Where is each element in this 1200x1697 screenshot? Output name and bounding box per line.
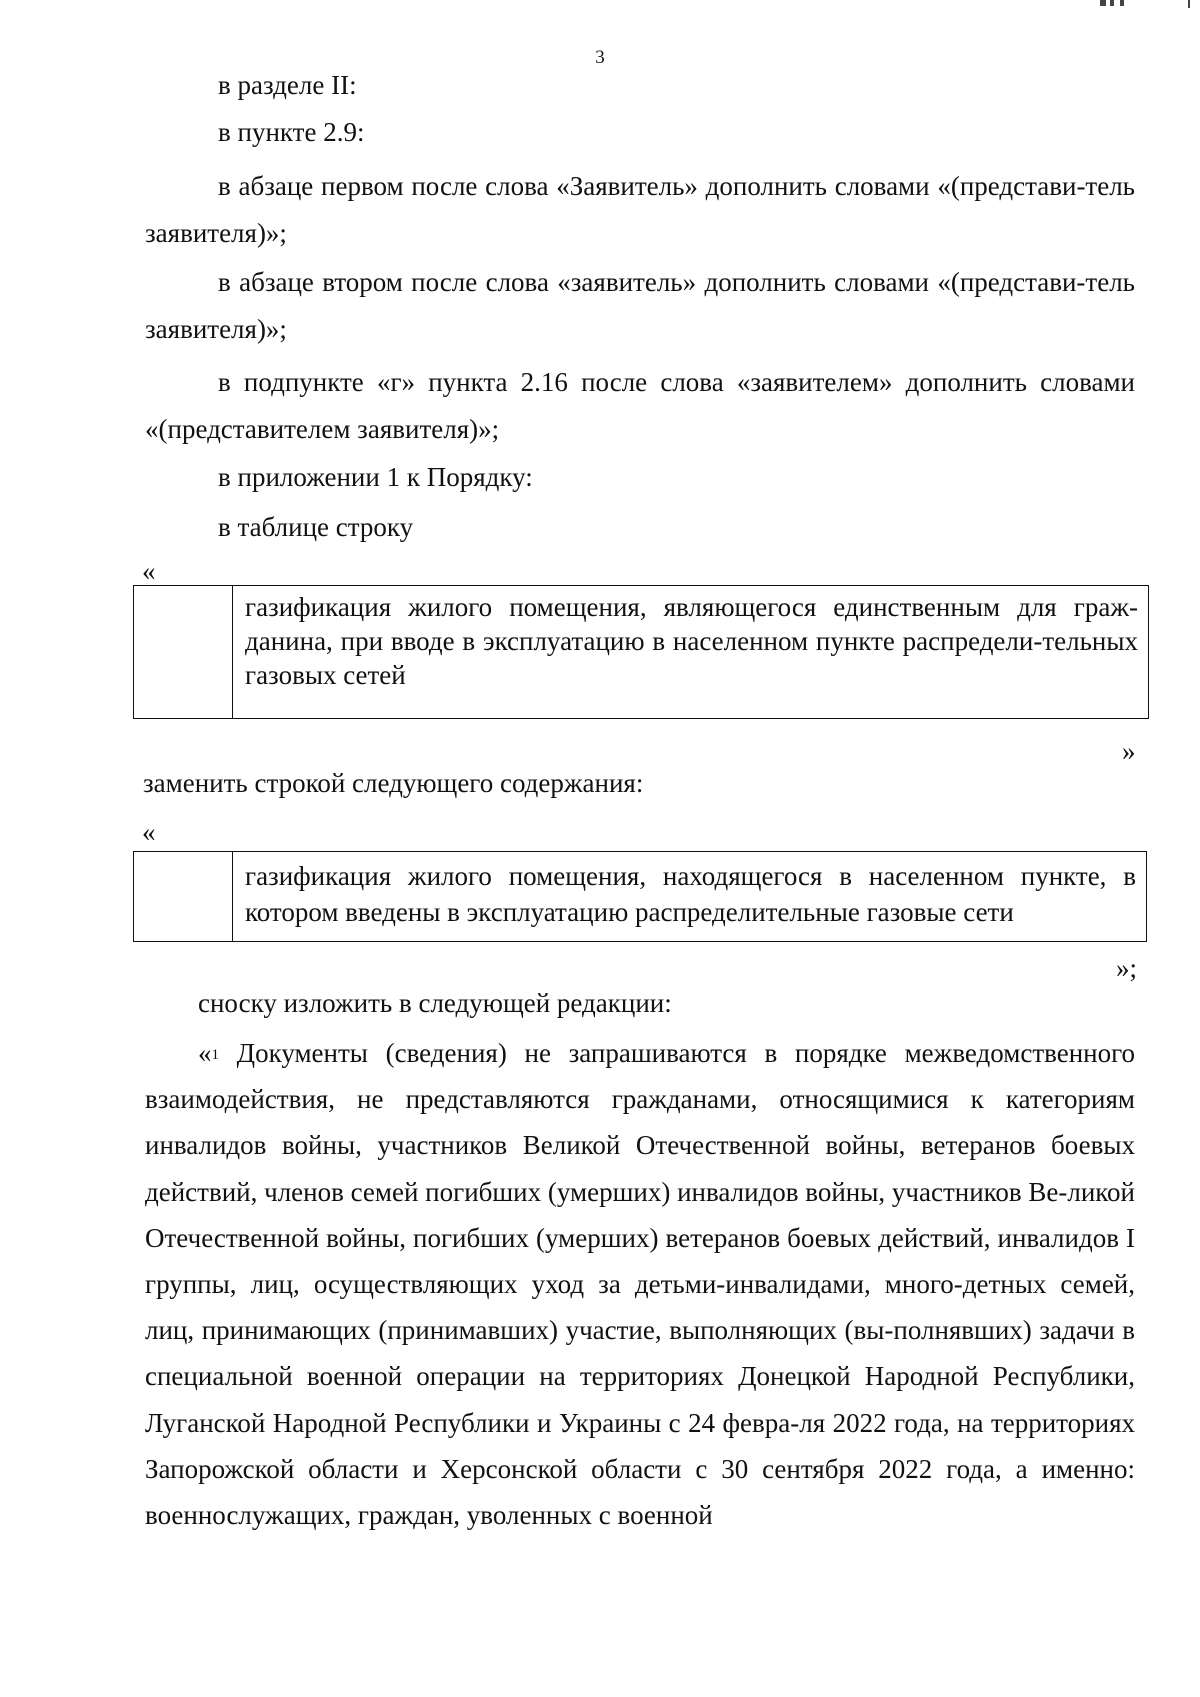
paragraph-table-row: в таблице строку (218, 512, 414, 542)
table-new-row (133, 851, 1147, 942)
paragraph-footnote-intro: сноску изложить в следующей редакции: (198, 988, 672, 1018)
table-old-row (133, 585, 1149, 719)
open-quote-1: « (142, 556, 156, 586)
footnote-body: Документы (сведения) не запрашиваются в порядке межведомственного взаимодействия, не представляются гражданами, относящимися к категориям инвалидов войны, участников Великой Отечественной войны, ветеранов боевых действий, членов семей погибших (умерших) инвалидов войны, участников Ве-ликой Отечественной войны, погибших (умерших) ветеранов боевых действий, инвалидов I группы, лиц, осуществляющих уход за детьми-инвалидами, много-детных семей, лиц, принимающих (принимавших) участие, выполняющих (вы-полнявших) задачи в специальной военной операции на территориях Донецкой Народной Республики, Луганской Народной Республики и Украины с 24 февра-ля 2022 года, на территориях Запорожской области и Херсонской области с 30 сентября 2022 года, а именно: военнослужащих, граждан, уволенных с военной (145, 1038, 1135, 1531)
paragraph-appendix-1: в приложении 1 к Порядку: (218, 462, 533, 492)
paragraph-point-2-9: в пункте 2.9: (218, 117, 365, 147)
paragraph-section-ii: в разделе II: (218, 70, 357, 100)
paragraph-second-abzac: в абзаце втором после слова «заявитель» дополнить словами «(представи-тель заявителя)»; (145, 267, 1135, 344)
table-new-text-cell: газификация жилого помещения, находящегося в населенном пункте, в котором введены в эксплуатацию распределительные газовые сети (245, 861, 1136, 927)
close-quote-2: »; (1116, 953, 1138, 983)
close-quote-1: » (1122, 736, 1136, 766)
paragraph-replace-row: заменить строкой следующего содержания: (143, 768, 644, 798)
paragraph-footnote-text (145, 1030, 1135, 1538)
footnote-open-quote: « (198, 1038, 212, 1068)
footnote-marker: 1 (211, 1047, 219, 1063)
paragraph-first-abzac: в абзаце первом после слова «Заявитель» дополнить словами «(представи-тель заявителя)»; (145, 171, 1135, 248)
table-new-number-cell (134, 852, 233, 941)
open-quote-2: « (142, 817, 156, 847)
paragraph-subpoint-g: в подпункте «г» пункта 2.16 после слова «заявителем» дополнить словами «(представителем заявителя)»; (145, 367, 1135, 444)
page-number: 3 (595, 47, 605, 68)
scan-edge-marks (1080, 0, 1200, 10)
table-old-text-cell: газификация жилого помещения, являющегося единственным для граж-данина, при вводе в эксплуатацию в населенном пункте распредели-тельных газовых сетей (245, 592, 1138, 690)
table-old-number-cell (134, 586, 233, 718)
